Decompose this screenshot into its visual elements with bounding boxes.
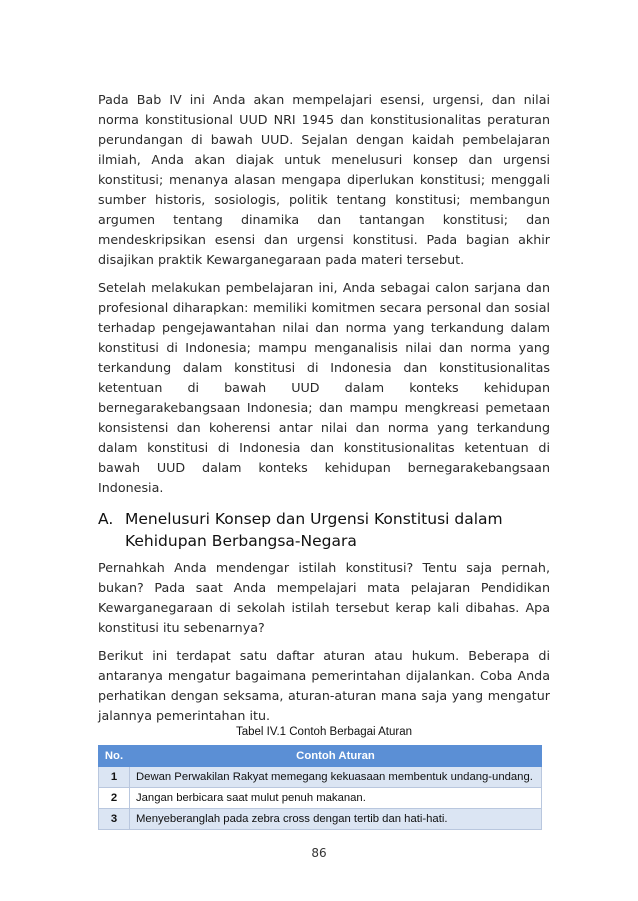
table-row xyxy=(99,809,542,830)
table-row xyxy=(99,767,542,788)
section-paragraph-2: Berikut ini terdapat satu daftar aturan atau hukum. Beberapa di antaranya mengatur bagaimana pemerintahan dijalankan. Coba Anda perhatikan dengan seksama, aturan-aturan mana saja yang mengatur jalannya pemerintahan itu. xyxy=(98,648,550,723)
intro-paragraph-1: Pada Bab IV ini Anda akan mempelajari esensi, urgensi, dan nilai norma konstitusional UUD NRI 1945 dan konstitusionalitas peraturan perundangan di bawah UUD. Sejalan dengan kaidah pembelajaran ilmiah, Anda akan diajak untuk menelusuri konsep dan urgensi konstitusi; menanya alasan mengapa diperlukan konstitusi; menggali sumber historis, sosiologis, politik tentang konstitusi; membangun argumen tentang dinamika dan tantangan konstitusi; dan mendeskripsikan esensi dan urgensi konstitusi. Pada bagian akhir disajikan praktik Kewarganegaraan pada materi tersebut. xyxy=(98,92,550,267)
table-row xyxy=(99,788,542,809)
row-text: Menyeberanglah pada zebra cross dengan tertib dan hati-hati. xyxy=(130,809,542,830)
row-text: Dewan Perwakilan Rakyat memegang kekuasaan membentuk undang-undang. xyxy=(130,767,542,788)
row-number: 2 xyxy=(99,788,130,809)
header-contoh-aturan: Contoh Aturan xyxy=(130,746,542,767)
row-text: Jangan berbicara saat mulut penuh makanan. xyxy=(130,788,542,809)
intro-paragraph-2: Setelah melakukan pembelajaran ini, Anda sebagai calon sarjana dan profesional diharapkan: memiliki komitmen secara personal dan sosial terhadap pengejawantahan nilai dan norma yang terkandung dalam konstitusi di Indonesia; mampu menganalisis nilai dan norma yang terkandung dalam konstitusi di Indonesia dan konstitusionalitas ketentuan di bawah UUD dalam konteks kehidupan bernegarakebangsaan Indonesia; dan mampu mengkreasi pemetaan konsistensi dan koherensi antar nilai dan norma yang terkandung dalam konstitusi di Indonesia dan konstitusionalitas ketentuan di bawah UUD dalam konteks kehidupan bernegarakebangsaan Indonesia. xyxy=(98,280,550,495)
section-heading xyxy=(98,508,550,552)
rules-table xyxy=(98,745,542,830)
row-number: 1 xyxy=(99,767,130,788)
table-header-row xyxy=(99,746,542,767)
row-number: 3 xyxy=(99,809,130,830)
table-caption: Tabel IV.1 Contoh Berbagai Aturan xyxy=(235,726,413,738)
header-no: No. xyxy=(99,746,130,767)
page-number: 86 xyxy=(311,846,327,860)
section-number: A. xyxy=(98,510,114,528)
page-content xyxy=(98,90,550,830)
section-title: Menelusuri Konsep dan Urgensi Konstitusi dalam Kehidupan Berbangsa-Negara xyxy=(125,510,503,550)
section-paragraph-1: Pernahkah Anda mendengar istilah konstitusi? Tentu saja pernah, bukan? Pada saat Anda mempelajari mata pelajaran Pendidikan Kewarganegaraan di sekolah istilah tersebut kerap kali dibahas. Apa konstitusi itu sebenarnya? xyxy=(98,560,550,635)
